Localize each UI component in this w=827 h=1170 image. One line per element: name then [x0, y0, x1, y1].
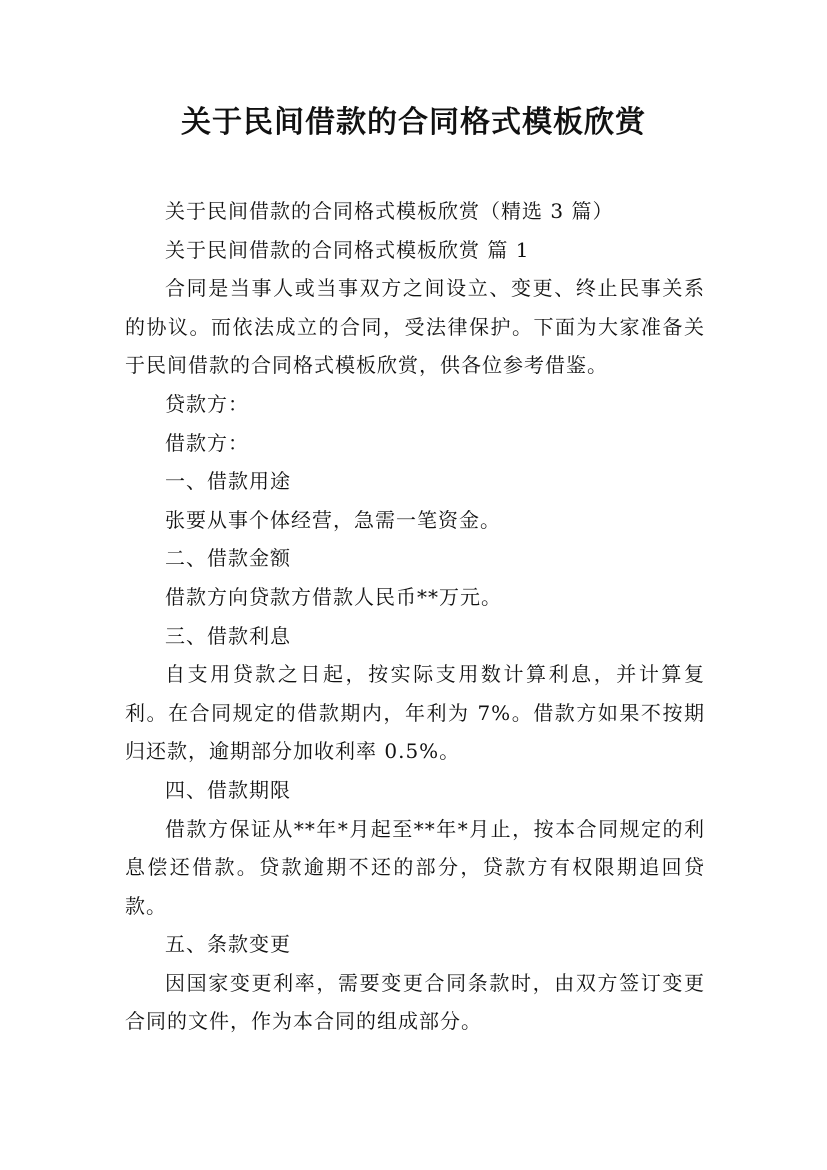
clause-heading-change: 五、条款变更	[165, 932, 291, 957]
clause-heading-amount: 二、借款金额	[165, 546, 291, 571]
clause-text-term: 借款方保证从**年*月起至**年*月止，按本合同规定的利息偿还借款。贷款逾期不还的部分，贷款方有权限期追回贷款。	[125, 816, 705, 918]
document-body	[125, 192, 705, 1041]
lender-line: 贷款方：	[165, 391, 249, 416]
document-title: 关于民间借款的合同格式模板欣赏	[181, 105, 646, 140]
clause-heading-term: 四、借款期限	[165, 777, 291, 802]
borrower-line: 借款方：	[165, 430, 249, 455]
clause-heading-interest: 三、借款利息	[165, 623, 291, 648]
clause-heading-purpose: 一、借款用途	[165, 469, 291, 494]
intro-heading: 关于民间借款的合同格式模板欣赏（精选 3 篇）	[165, 199, 614, 223]
clause-text-change: 因国家变更利率，需要变更合同条款时，由双方签订变更合同的文件，作为本合同的组成部分。	[125, 970, 705, 1034]
clause-text-amount: 借款方向贷款方借款人民币**万元。	[165, 584, 502, 609]
clause-text-purpose: 张要从事个体经营，急需一笔资金。	[165, 507, 501, 532]
clause-text-interest: 自支用贷款之日起，按实际支用数计算利息，并计算复利。在合同规定的借款期内，年利为 7%。借款方如果不按期归还款，逾期部分加收利率 0.5%。	[125, 662, 705, 764]
intro-paragraph: 合同是当事人或当事双方之间设立、变更、终止民事关系的协议。而依法成立的合同，受法律保护。下面为大家准备关于民间借款的合同格式模板欣赏，供各位参考借鉴。	[125, 276, 705, 378]
section-heading-part1: 关于民间借款的合同格式模板欣赏 篇 1	[165, 237, 530, 262]
